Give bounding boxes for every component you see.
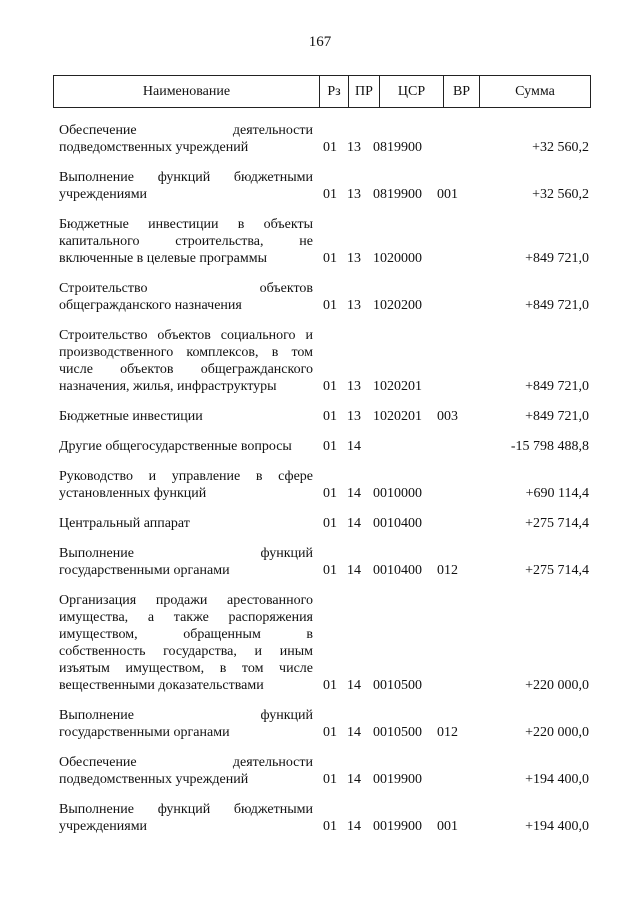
row-name (59, 438, 313, 455)
table-row (59, 122, 589, 156)
row-sum: +275 714,4 (525, 516, 589, 531)
row-pr: 14 (347, 486, 361, 501)
row-vr: 012 (437, 725, 458, 740)
row-name (59, 515, 313, 532)
table-row (59, 169, 589, 203)
row-rz: 01 (323, 725, 337, 740)
row-sum: +220 000,0 (525, 725, 589, 740)
row-name-line: Руководство и управление в сфере (59, 469, 313, 484)
row-csr: 1020201 (373, 379, 422, 394)
row-name-line: числе объектов общегражданского (59, 362, 313, 377)
row-pr: 14 (347, 563, 361, 578)
row-rz: 01 (323, 819, 337, 834)
row-name-line: включенные в целевые программы (59, 251, 268, 266)
row-name-line: установленных функций (59, 486, 207, 501)
row-name-line: капитального строительства, не (59, 234, 313, 249)
row-name-line: имущества, а также распоряжения (59, 610, 313, 625)
row-sum: +220 000,0 (525, 678, 589, 693)
row-name (59, 169, 313, 203)
row-csr: 0010400 (373, 563, 422, 578)
row-name-line: изъятым имуществом, в том числе (59, 661, 313, 676)
row-csr: 0019900 (373, 772, 422, 787)
row-sum: +849 721,0 (525, 298, 589, 313)
row-rz: 01 (323, 140, 337, 155)
row-sum: +32 560,2 (532, 140, 589, 155)
row-vr: 001 (437, 819, 458, 834)
row-pr: 14 (347, 439, 361, 454)
row-rz: 01 (323, 251, 337, 266)
row-csr: 0010500 (373, 678, 422, 693)
row-pr: 14 (347, 678, 361, 693)
row-name-line: Обеспечение деятельности (59, 123, 313, 138)
row-csr: 0819900 (373, 187, 422, 202)
table-header (53, 75, 591, 108)
header-pr: ПР (348, 76, 379, 107)
row-csr: 1020200 (373, 298, 422, 313)
row-sum: +194 400,0 (525, 772, 589, 787)
row-sum: +32 560,2 (532, 187, 589, 202)
row-csr: 0819900 (373, 140, 422, 155)
table-row (59, 438, 589, 455)
row-name (59, 327, 313, 395)
row-name-line: Строительство объектов социального и (59, 328, 313, 343)
row-csr: 1020000 (373, 251, 422, 266)
row-pr: 14 (347, 516, 361, 531)
row-sum: +849 721,0 (525, 251, 589, 266)
row-sum: +690 114,4 (525, 486, 589, 501)
table-row (59, 545, 589, 579)
row-name (59, 280, 313, 314)
row-name-line: Выполнение функций бюджетными (59, 802, 313, 817)
table-row (59, 754, 589, 788)
row-csr: 0010400 (373, 516, 422, 531)
table-row (59, 515, 589, 532)
row-pr: 13 (347, 187, 361, 202)
row-name-line: Выполнение функций бюджетными (59, 170, 313, 185)
header-csr: ЦСР (379, 76, 443, 107)
row-sum: +849 721,0 (525, 409, 589, 424)
row-vr: 003 (437, 409, 458, 424)
row-sum: +275 714,4 (525, 563, 589, 578)
row-name-line: подведомственных учреждений (59, 772, 249, 787)
row-csr: 0010000 (373, 486, 422, 501)
row-name-line: учреждениями (59, 187, 148, 202)
table-row (59, 592, 589, 694)
row-name (59, 122, 313, 156)
row-rz: 01 (323, 379, 337, 394)
header-name: Наименование (142, 83, 231, 99)
row-pr: 14 (347, 725, 361, 740)
row-csr: 0019900 (373, 819, 422, 834)
row-name-line: подведомственных учреждений (59, 140, 249, 155)
row-pr: 14 (347, 819, 361, 834)
row-name-line: общегражданского назначения (59, 298, 242, 313)
row-name-line: Бюджетные инвестиции (59, 409, 203, 424)
row-name (59, 545, 313, 579)
row-pr: 13 (347, 140, 361, 155)
row-name-line: Строительство объектов (59, 281, 313, 296)
row-name-line: назначения, жилья, инфраструктуры (59, 379, 277, 394)
row-rz: 01 (323, 563, 337, 578)
table-row (59, 280, 589, 314)
row-name (59, 707, 313, 741)
row-rz: 01 (323, 678, 337, 693)
row-name-line: Другие общегосударственные вопросы (59, 439, 292, 454)
row-name-line: Центральный аппарат (59, 516, 190, 531)
row-name-line: производственного комплексов, в том (59, 345, 313, 360)
row-name-line: имуществом, обращенным в (59, 627, 313, 642)
row-pr: 14 (347, 772, 361, 787)
row-rz: 01 (323, 298, 337, 313)
table-body (59, 122, 589, 848)
table-row (59, 408, 589, 425)
row-rz: 01 (323, 516, 337, 531)
row-name-line: Выполнение функций (59, 546, 313, 561)
row-csr: 1020201 (373, 409, 422, 424)
row-sum: +849 721,0 (525, 379, 589, 394)
table-row (59, 801, 589, 835)
row-rz: 01 (323, 409, 337, 424)
table-row (59, 707, 589, 741)
row-name-line: Бюджетные инвестиции в объекты (59, 217, 313, 232)
row-name (59, 216, 313, 267)
page-number: 167 (308, 34, 332, 50)
table-row (59, 468, 589, 502)
row-name-line: Обеспечение деятельности (59, 755, 313, 770)
row-name-line: государственными органами (59, 725, 230, 740)
row-name (59, 408, 313, 425)
row-name-line: вещественными доказательствами (59, 678, 264, 693)
row-vr: 001 (437, 187, 458, 202)
row-pr: 13 (347, 298, 361, 313)
row-name-line: Организация продажи арестованного (59, 593, 313, 608)
row-name (59, 468, 313, 502)
table-row (59, 216, 589, 267)
row-rz: 01 (323, 187, 337, 202)
row-name-line: Выполнение функций (59, 708, 313, 723)
header-vr: ВР (443, 76, 479, 107)
row-csr: 0010500 (373, 725, 422, 740)
row-rz: 01 (323, 772, 337, 787)
row-name-line: учреждениями (59, 819, 148, 834)
row-pr: 13 (347, 251, 361, 266)
row-rz: 01 (323, 486, 337, 501)
header-sum: Сумма (479, 76, 590, 107)
row-vr: 012 (437, 563, 458, 578)
row-pr: 13 (347, 409, 361, 424)
row-name-line: собственность государства, и иным (59, 644, 313, 659)
row-name (59, 592, 313, 694)
row-name-line: государственными органами (59, 563, 230, 578)
row-name (59, 801, 313, 835)
row-sum: -15 798 488,8 (510, 439, 589, 454)
row-rz: 01 (323, 439, 337, 454)
table-row (59, 327, 589, 395)
row-pr: 13 (347, 379, 361, 394)
row-sum: +194 400,0 (525, 819, 589, 834)
row-name (59, 754, 313, 788)
header-rz: Рз (319, 76, 348, 107)
